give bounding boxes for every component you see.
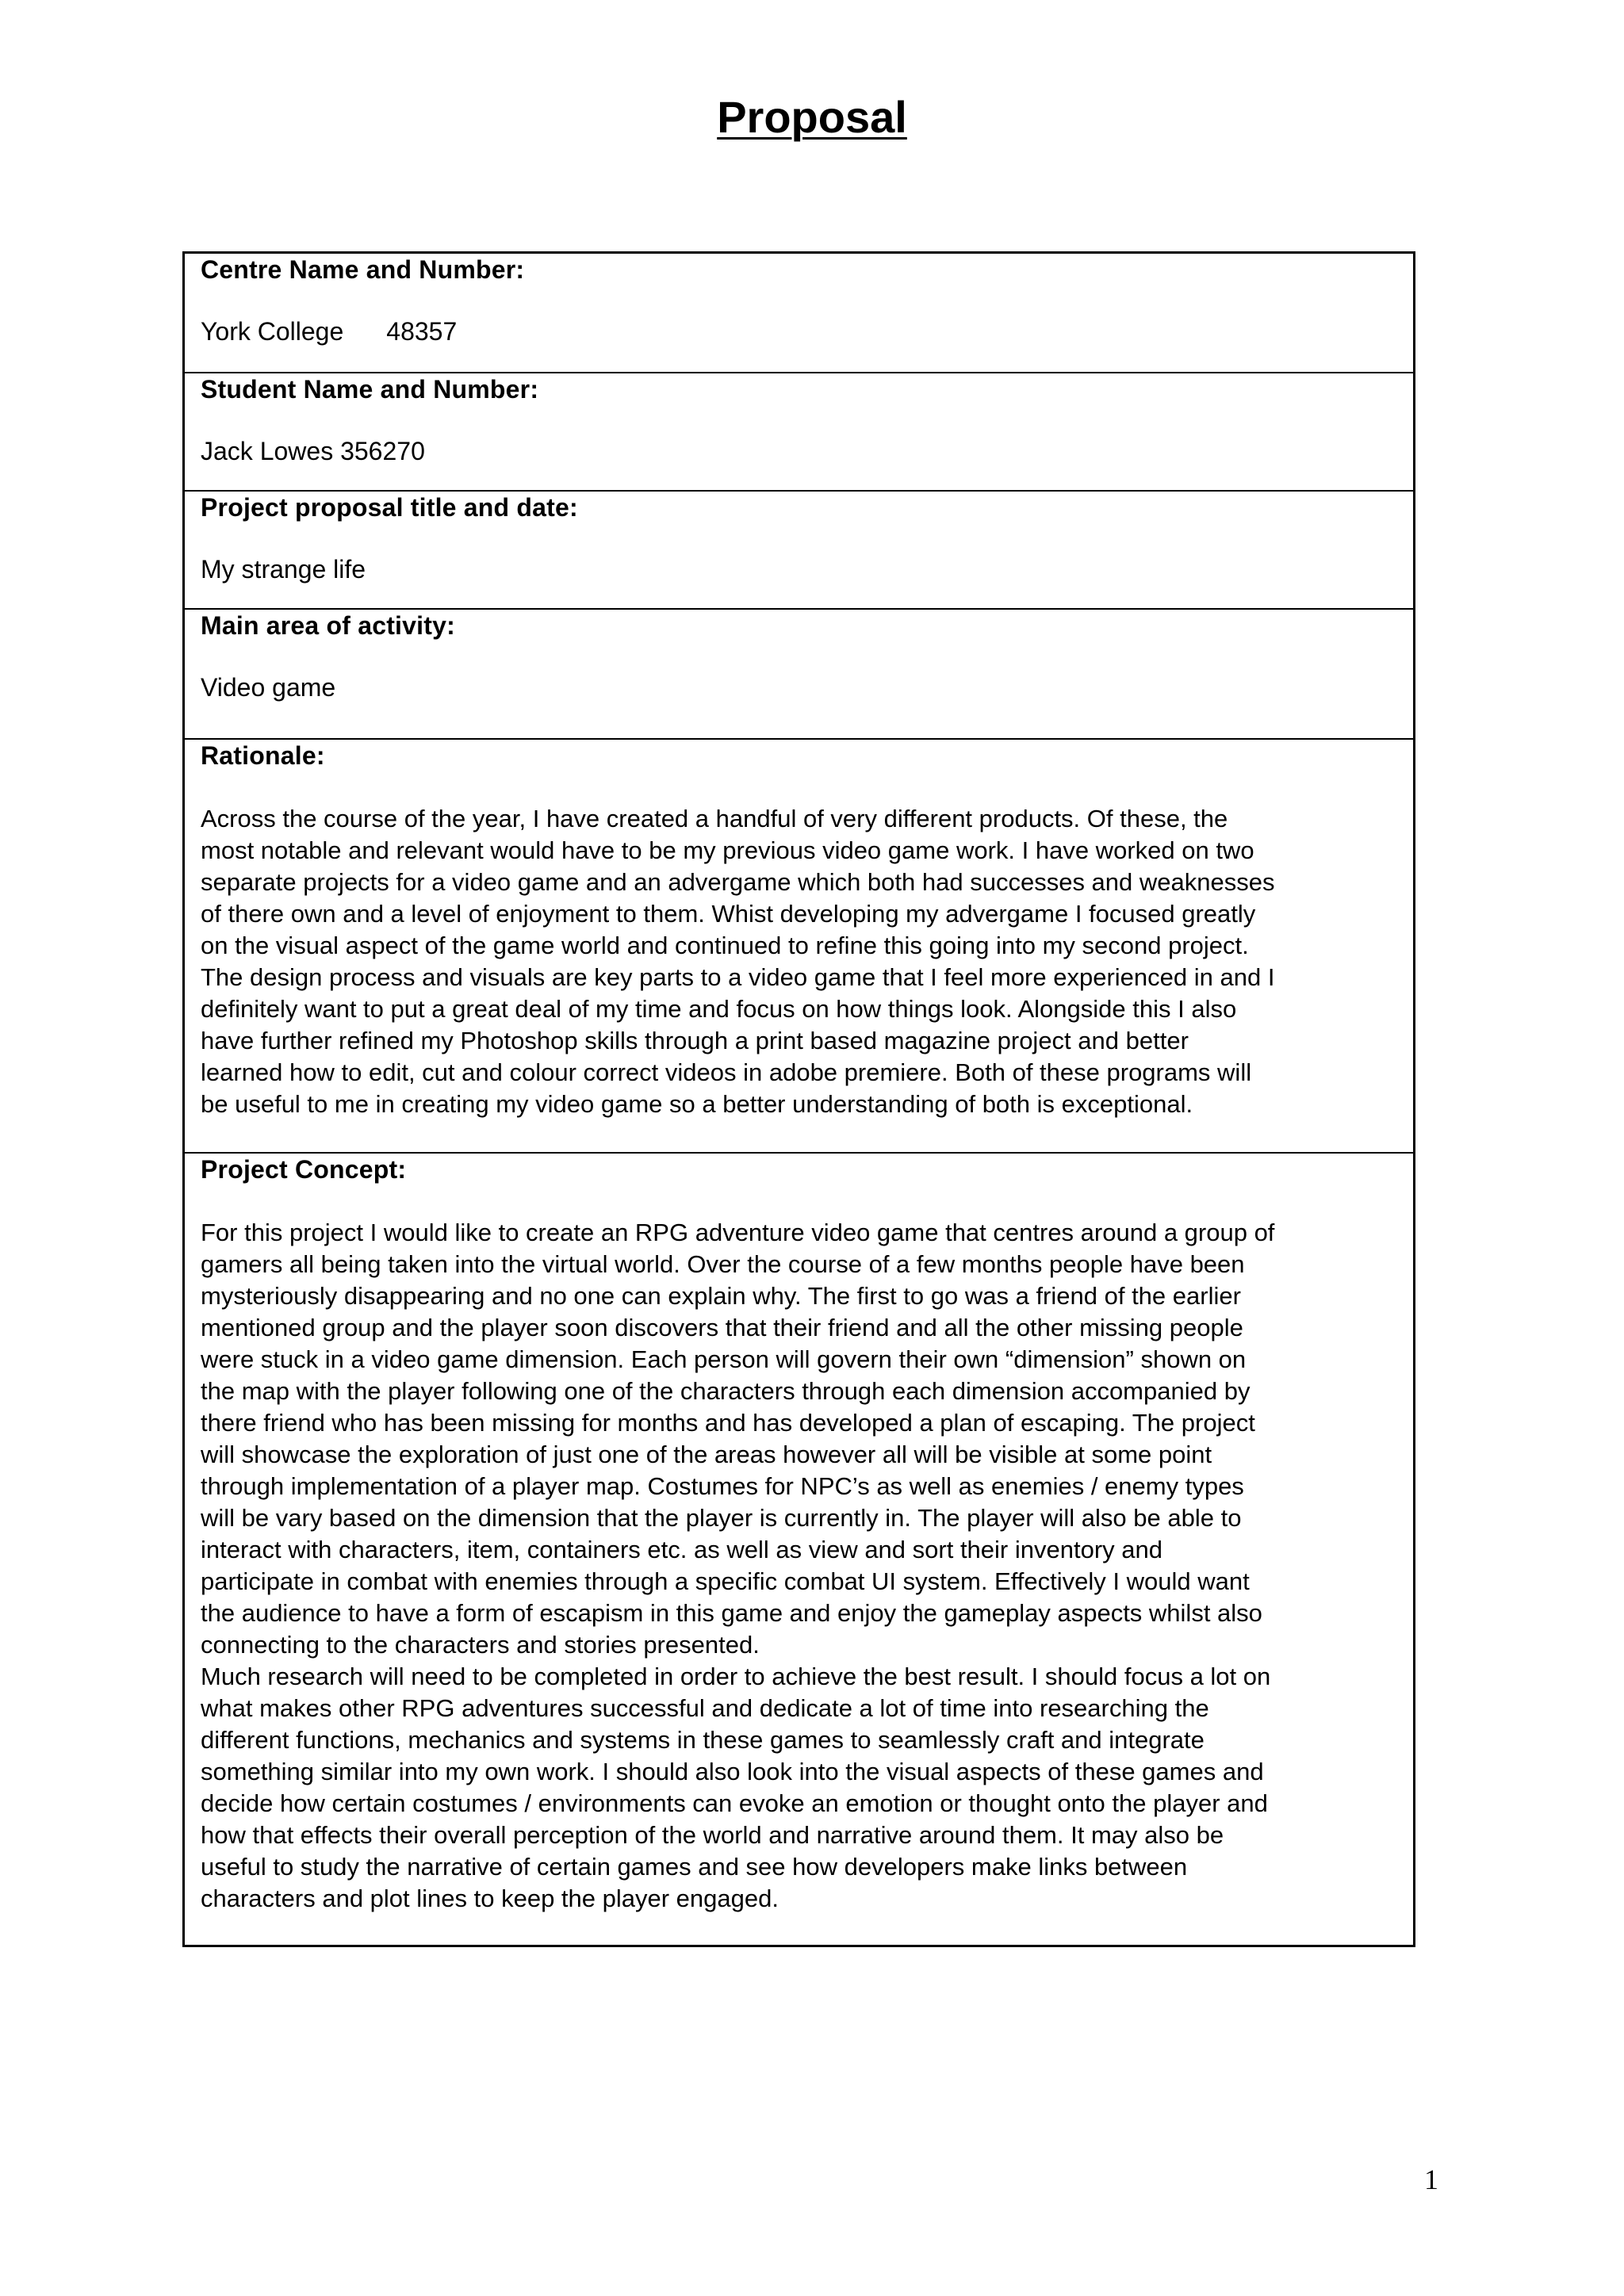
proposal-form xyxy=(182,251,1415,1947)
concept-label: Project Concept: xyxy=(201,1155,407,1184)
project-title-label: Project proposal title and date: xyxy=(201,493,578,522)
page-title: Proposal xyxy=(717,92,907,142)
concept-text: For this project I would like to create an RPG adventure video game that centres around a group of gamers all being taken into the virtual world. Over the course of a few months people have been mysteriously disappearing and no one can explain why. The first to go was a friend of the earlier mentioned group and the player soon discovers that their friend and all the other missing people were stuck in a video game dimension. Each person will govern their own “dimension” shown on the map with the player following one of the characters through each dimension accompanied by there friend who has been missing for months and has developed a plan of escaping. The project will showcase the exploration of just one of the areas however all will be visible at some point through implementation of a player map. Costumes for NPC’s as well as enemies / enemy types will be vary based on the dimension that the player is currently in. The player will also be able to interact with characters, item, containers etc. as well as view and sort their inventory and participate in combat with enemies through a specific combat UI system. Effectively I would want the audience to have a form of escapism in this game and enjoy the gameplay aspects whilst also connecting to the characters and stories presented. Much research will need to be completed in order to achieve the best result. I should focus a lot on what makes other RPG adventures successful and dedicate a lot of time into researching the different functions, mechanics and systems in these games to seamlessly craft and integrate something similar into my own work. I should also look into the visual aspects of these games and decide how certain costumes / environments can evoke an emotion or thought onto the player and how that effects their overall perception of the world and narrative around them. It may also be useful to study the narrative of certain games and see how developers make links between characters and plot lines to keep the player engaged. xyxy=(201,1219,1275,1912)
concept-section xyxy=(185,1152,1413,1945)
activity-section xyxy=(185,608,1413,738)
centre-name: York College xyxy=(201,317,344,346)
activity-value: Video game xyxy=(201,673,336,702)
rationale-label: Rationale: xyxy=(201,741,325,770)
page-number: 1 xyxy=(1424,2164,1438,2195)
project-title-value: My strange life xyxy=(201,555,366,584)
centre-section xyxy=(185,254,1413,372)
activity-label: Main area of activity: xyxy=(201,611,455,640)
rationale-section xyxy=(185,738,1413,1152)
centre-value xyxy=(201,316,1399,347)
student-label: Student Name and Number: xyxy=(201,375,539,404)
student-value: Jack Lowes 356270 xyxy=(201,437,425,465)
student-section xyxy=(185,372,1413,490)
centre-number: 48357 xyxy=(386,317,458,346)
rationale-text: Across the course of the year, I have created a handful of very different products. Of these, the most notable and relevant would have to be my previous video game work. I have worked on two separate projects for a video game and an advergame which both had successes and weaknesses of there own and a level of enjoyment to them. Whist developing my advergame I focused greatly on the visual aspect of the game world and continued to refine this going into my second project. The design process and visuals are key parts to a video game that I feel more experienced in and I definitely want to put a great deal of my time and focus on how things look. Alongside this I also have further refined my Photoshop skills through a print based magazine project and better learned how to edit, cut and colour correct videos in adobe premiere. Both of these programs will be useful to me in creating my video game so a better understanding of both is exceptional. xyxy=(201,805,1275,1118)
project-title-section xyxy=(185,490,1413,608)
centre-label: Centre Name and Number: xyxy=(201,255,525,284)
